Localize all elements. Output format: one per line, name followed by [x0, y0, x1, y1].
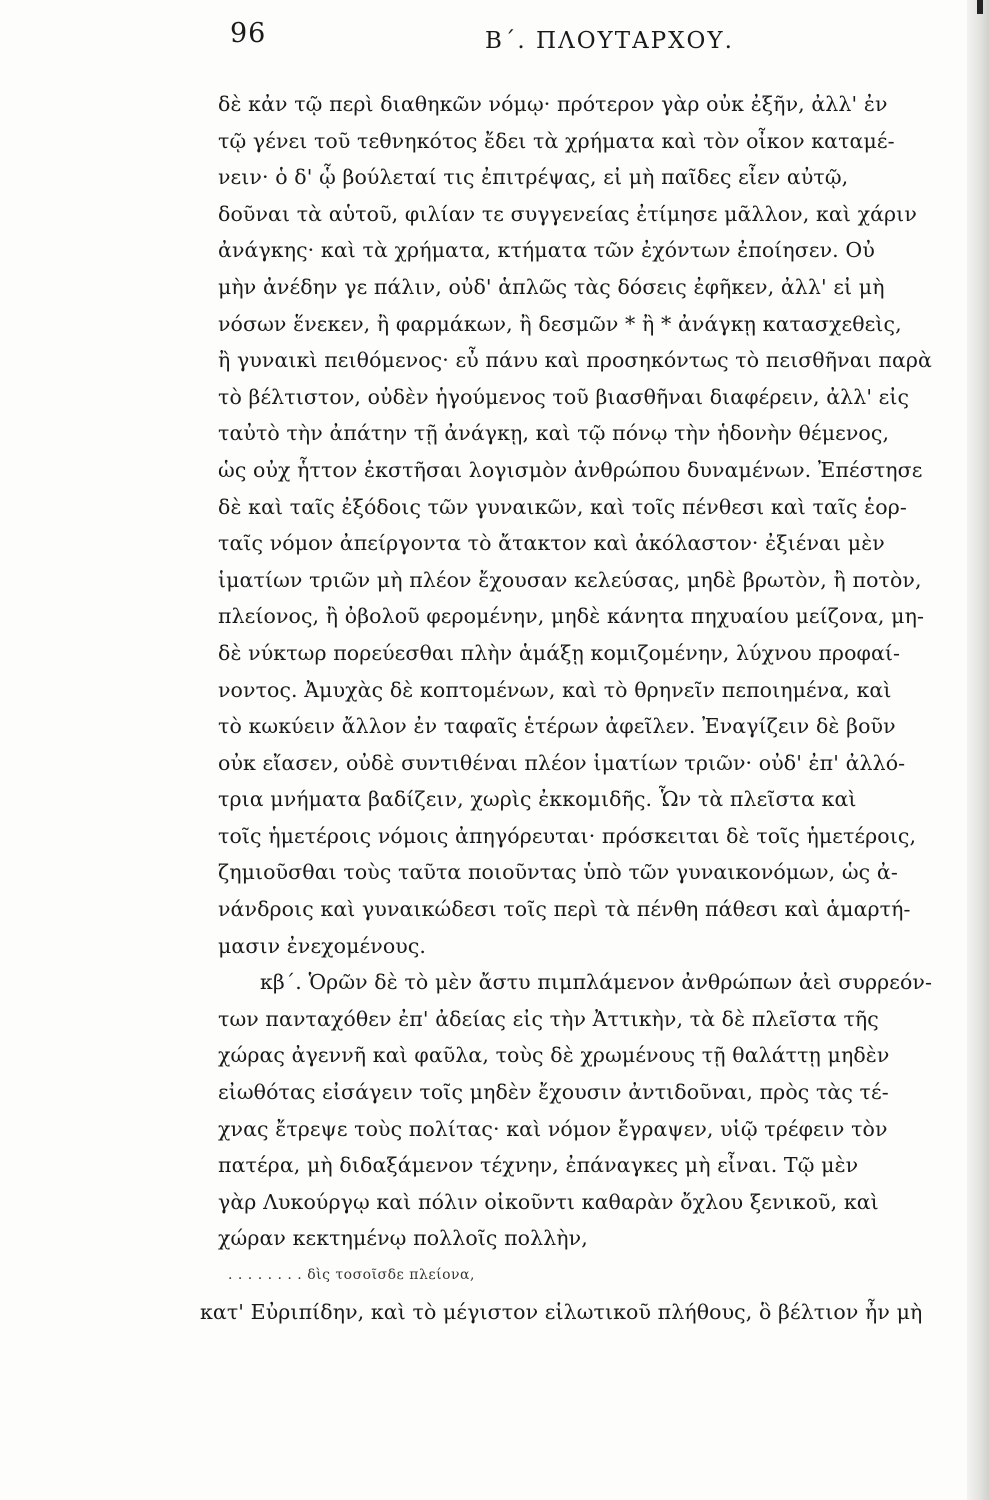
- text-line: τὸ κωκύειν ἄλλον ἐν ταφαῖς ἑτέρων ἀφεῖλεν. Ἐναγίζειν δὲ βοῦν: [218, 714, 896, 739]
- text-line: ἢ γυναικὶ πειθόμενος· εὖ πάνυ καὶ προσηκόντως τὸ πεισθῆναι παρὰ: [218, 348, 932, 373]
- edge-mark: [977, 0, 983, 14]
- text-line: ταὐτὸ τὴν ἀπάτην τῇ ἀνάγκῃ, καὶ τῷ πόνῳ τὴν ἡδονὴν θέμενος,: [218, 421, 890, 446]
- text-line: ὡς οὐχ ἧττον ἐκστῆσαι λογισμὸν ἀνθρώπου δυναμένων. Ἐπέστησε: [218, 457, 923, 482]
- text-line: τοῖς ἡμετέροις νόμοις ἀπηγόρευται· πρόσκειται δὲ τοῖς ἡμετέροις,: [218, 823, 917, 848]
- text-line: εἰωθότας εἰσάγειν τοῖς μηδὲν ἔχουσιν ἀντιδοῦναι, πρὸς τὰς τέ-: [218, 1080, 889, 1105]
- page-number: 96: [230, 18, 267, 49]
- body-text: [200, 86, 933, 1330]
- running-title: Β΄. ΠΛΟΥΤΑΡΧΟΥ.: [485, 28, 734, 54]
- section-start-line: κβ΄. Ὁρῶν δὲ τὸ μὲν ἄστυ πιμπλάμενον ἀνθρώπων ἀεὶ συρρεόν-: [260, 970, 933, 995]
- text-line: ζημιοῦσθαι τοὺς ταῦτα ποιοῦντας ὑπὸ τῶν γυναικονόμων, ὡς ἀ-: [218, 860, 898, 885]
- running-head: [230, 18, 870, 68]
- text-line: χώραν κεκτημένῳ πολλοῖς πολλὴν,: [218, 1226, 588, 1251]
- text-line: δὲ καὶ ταῖς ἐξόδοις τῶν γυναικῶν, καὶ τοῖς πένθεσι καὶ ταῖς ἑορ-: [218, 494, 907, 519]
- text-line: ἀνάγκης· καὶ τὰ χρήματα, κτήματα τῶν ἐχόντων ἐποίησεν. Οὐ: [218, 238, 875, 263]
- text-line: χώρας ἀγεννῆ καὶ φαῦλα, τοὺς δὲ χρωμένους τῇ θαλάττῃ μηδὲν: [218, 1043, 890, 1068]
- text-line: γὰρ Λυκούργῳ καὶ πόλιν οἰκοῦντι καθαρὰν ὄχλου ξενικοῦ, καὶ: [218, 1189, 879, 1214]
- text-line: μὴν ἀνέδην γε πάλιν, οὐδ' ἁπλῶς τὰς δόσεις ἐφῆκεν, ἀλλ' εἰ μὴ: [218, 274, 885, 299]
- text-line: δὲ κἀν τῷ περὶ διαθηκῶν νόμῳ· πρότερον γὰρ οὐκ ἐξῆν, ἀλλ' ἐν: [218, 92, 888, 116]
- text-line: τῷ γένει τοῦ τεθνηκότος ἔδει τὰ χρήματα καὶ τὸν οἶκον καταμέ-: [218, 128, 895, 153]
- page-edge: [967, 0, 989, 1500]
- text-line: δοῦναι τὰ αὑτοῦ, φιλίαν τε συγγενείας ἐτίμησε μᾶλλον, καὶ χάριν: [218, 201, 917, 226]
- text-line: των πανταχόθεν ἐπ' ἀδείας εἰς τὴν Ἀττικὴν, τὰ δὲ πλεῖστα τῆς: [218, 1006, 879, 1031]
- text-line: πατέρα, μὴ διδαξάμενον τέχνην, ἐπάναγκες μὴ εἶναι. Τῷ μὲν: [218, 1153, 859, 1178]
- text-line: χνας ἔτρεψε τοὺς πολίτας· καὶ νόμον ἔγραψεν, υἱῷ τρέφειν τὸν: [218, 1116, 888, 1141]
- text-line: ἱματίων τριῶν μὴ πλέον ἔχουσαν κελεύσας, μηδὲ βρωτὸν, ἢ ποτὸν,: [218, 567, 922, 592]
- text-line: νάνδροις καὶ γυναικώδεσι τοῖς περὶ τὰ πένθη πάθεσι καὶ ἁμαρτή-: [218, 897, 911, 922]
- text-line: ταῖς νόμον ἀπείργοντα τὸ ἄτακτον καὶ ἀκόλαστον· ἐξιέναι μὲν: [218, 531, 885, 556]
- verse-quote: . . . . . . . . δὶς τοσοῖσδε πλείονα,: [228, 1267, 475, 1283]
- text-line: κατ' Εὐριπίδην, καὶ τὸ μέγιστον εἱλωτικοῦ πλήθους, ὃ βέλτιον ἦν μὴ: [200, 1299, 923, 1324]
- text-line: τὸ βέλτιστον, οὐδὲν ἡγούμενος τοῦ βιασθῆναι διαφέρειν, ἀλλ' εἰς: [218, 384, 910, 409]
- text-line: νοντος. Ἀμυχὰς δὲ κοπτομένων, καὶ τὸ θρηνεῖν πεποιημένα, καὶ: [218, 677, 892, 702]
- text-line: μασιν ἐνεχομένους.: [218, 933, 427, 958]
- text-line: νειν· ὁ δ' ᾧ βούλεταί τις ἐπιτρέψας, εἰ μὴ παῖδες εἶεν αὐτῷ,: [218, 165, 849, 190]
- text-line: τρια μνήματα βαδίζειν, χωρὶς ἐκκομιδῆς. Ὧν τὰ πλεῖστα καὶ: [218, 787, 857, 812]
- text-line: νόσων ἕνεκεν, ἢ φαρμάκων, ἢ δεσμῶν * ἢ * ἀνάγκῃ κατασχεθεὶς,: [218, 311, 902, 336]
- text-line: οὐκ εἴασεν, οὐδὲ συντιθέναι πλέον ἱματίων τριῶν· οὐδ' ἐπ' ἀλλό-: [218, 750, 906, 775]
- text-line: πλείονος, ἢ ὀβολοῦ φερομένην, μηδὲ κάνητα πηχυαίου μείζονα, μη-: [218, 604, 924, 629]
- text-line: δὲ νύκτωρ πορεύεσθαι πλὴν ἁμάξῃ κομιζομένην, λύχνου προφαί-: [218, 640, 901, 665]
